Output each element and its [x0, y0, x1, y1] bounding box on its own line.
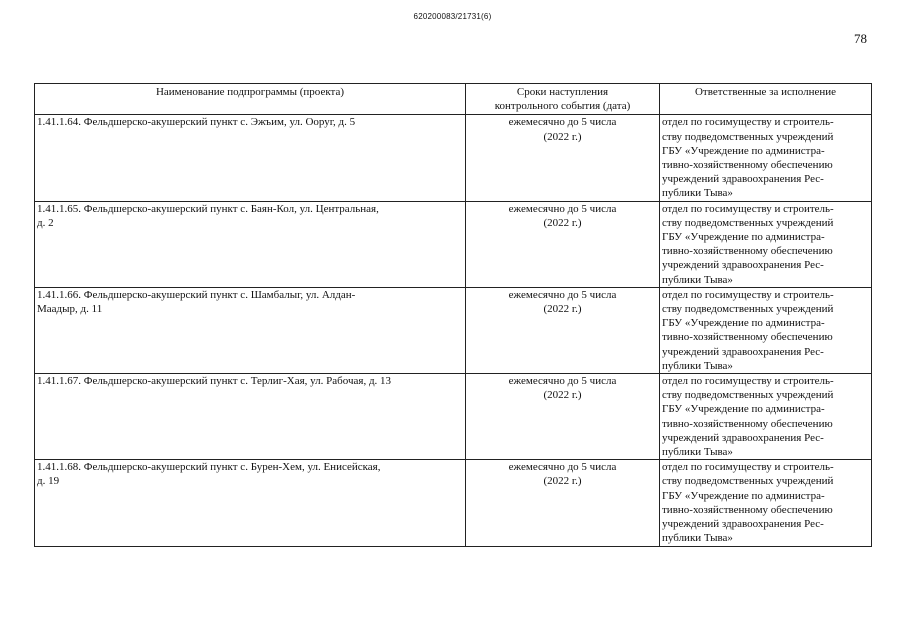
responsible-cell-line: отдел по госимуществу и строитель- [662, 116, 834, 129]
program-name-cell-line: 1.41.1.68. Фельдшерско-акушерский пункт с. Бурен-Хем, ул. Енисейская, [37, 461, 381, 474]
responsible-cell-line: публики Тыва» [662, 446, 733, 459]
responsible-cell-line: отдел по госимуществу и строитель- [662, 375, 834, 388]
table-row [35, 460, 872, 546]
deadline-cell-line: ежемесячно до 5 числа [508, 202, 617, 215]
responsible-cell-line: ству подведомственных учреждений [662, 475, 834, 488]
header-deadline-line: Сроки наступления [516, 86, 609, 98]
deadline-cell [466, 374, 660, 460]
table-row [35, 287, 872, 373]
deadline-cell-line: ежемесячно до 5 числа [508, 461, 617, 474]
responsible-cell-line: отдел по госимуществу и строитель- [662, 461, 834, 474]
program-name-cell-line: 1.41.1.67. Фельдшерско-акушерский пункт с. Терлиг-Хая, ул. Рабочая, д. 13 [37, 375, 392, 388]
responsible-cell-line: публики Тыва» [662, 273, 733, 286]
responsible-cell-line: тивно-хозяйственному обеспечению [662, 331, 833, 344]
table-row [35, 201, 872, 287]
responsible-cell-line: публики Тыва» [662, 187, 733, 200]
table-row [35, 115, 872, 201]
deadline-cell-line: (2022 г.) [543, 216, 582, 229]
deadline-cell-line: (2022 г.) [543, 475, 582, 488]
program-name-cell [35, 115, 466, 201]
responsible-cell [660, 201, 872, 287]
program-name-cell [35, 374, 466, 460]
program-name-cell-line: 1.41.1.64. Фельдшерско-акушерский пункт с. Эжъим, ул. Ооруг, д. 5 [37, 116, 356, 129]
responsible-cell-line: учреждений здравоохранения Рес- [662, 259, 824, 272]
table-header-row [35, 84, 872, 115]
responsible-cell-line: ГБУ «Учреждение по администра- [662, 489, 825, 502]
responsible-cell-line: тивно-хозяйственному обеспечению [662, 503, 833, 516]
responsible-cell-line: ству подведомственных учреждений [662, 389, 834, 402]
program-name-cell [35, 460, 466, 546]
responsible-cell-line: тивно-хозяйственному обеспечению [662, 159, 833, 172]
program-table [34, 83, 872, 547]
header-deadline [466, 84, 660, 115]
responsible-cell-line: ству подведомственных учреждений [662, 303, 834, 316]
page-number: 78 [854, 31, 867, 46]
deadline-cell-line: ежемесячно до 5 числа [508, 116, 617, 129]
responsible-cell-line: учреждений здравоохранения Рес- [662, 431, 824, 444]
responsible-cell-line: учреждений здравоохранения Рес- [662, 173, 824, 186]
deadline-cell-line: ежемесячно до 5 числа [508, 288, 617, 301]
deadline-cell [466, 287, 660, 373]
deadline-cell-line: (2022 г.) [543, 303, 582, 316]
program-name-cell-line: 1.41.1.66. Фельдшерско-акушерский пункт с. Шамбалыг, ул. Алдан- [37, 288, 356, 301]
header-responsible: Ответственные за исполнение [660, 84, 872, 115]
responsible-cell-line: отдел по госимуществу и строитель- [662, 288, 834, 301]
responsible-cell-line: ству подведомственных учреждений [662, 216, 834, 229]
header-program-name: Наименование подпрограммы (проекта) [35, 84, 466, 115]
responsible-cell [660, 287, 872, 373]
deadline-cell-line: (2022 г.) [543, 389, 582, 402]
table-row [35, 374, 872, 460]
responsible-cell-line: ГБУ «Учреждение по администра- [662, 231, 825, 244]
responsible-cell-line: тивно-хозяйственному обеспечению [662, 245, 833, 258]
deadline-cell [466, 460, 660, 546]
deadline-cell [466, 115, 660, 201]
program-name-cell [35, 287, 466, 373]
deadline-cell-line: (2022 г.) [543, 130, 582, 143]
responsible-cell-line: учреждений здравоохранения Рес- [662, 518, 824, 531]
document-id: 620200083/21731(6) [413, 12, 492, 21]
responsible-cell [660, 460, 872, 546]
responsible-cell-line: ГБУ «Учреждение по администра- [662, 317, 825, 330]
program-name-cell-line: д. 19 [37, 475, 60, 488]
responsible-cell-line: ству подведомственных учреждений [662, 130, 834, 143]
responsible-cell [660, 374, 872, 460]
header-deadline-line: контрольного события (дата) [494, 100, 631, 113]
responsible-cell-line: ГБУ «Учреждение по администра- [662, 403, 825, 416]
responsible-cell-line: учреждений здравоохранения Рес- [662, 345, 824, 358]
responsible-cell-line: отдел по госимуществу и строитель- [662, 202, 834, 215]
responsible-cell [660, 115, 872, 201]
responsible-cell-line: публики Тыва» [662, 532, 733, 545]
responsible-cell-line: тивно-хозяйственному обеспечению [662, 417, 833, 430]
deadline-cell-line: ежемесячно до 5 числа [508, 375, 617, 388]
program-name-cell-line: Маадыр, д. 11 [37, 303, 103, 316]
responsible-cell-line: публики Тыва» [662, 359, 733, 372]
responsible-cell-line: ГБУ «Учреждение по администра- [662, 144, 825, 157]
table-body [35, 115, 872, 546]
deadline-cell [466, 201, 660, 287]
program-name-cell-line: 1.41.1.65. Фельдшерско-акушерский пункт с. Баян-Кол, ул. Центральная, [37, 202, 379, 215]
program-name-cell-line: д. 2 [37, 216, 54, 229]
program-name-cell [35, 201, 466, 287]
